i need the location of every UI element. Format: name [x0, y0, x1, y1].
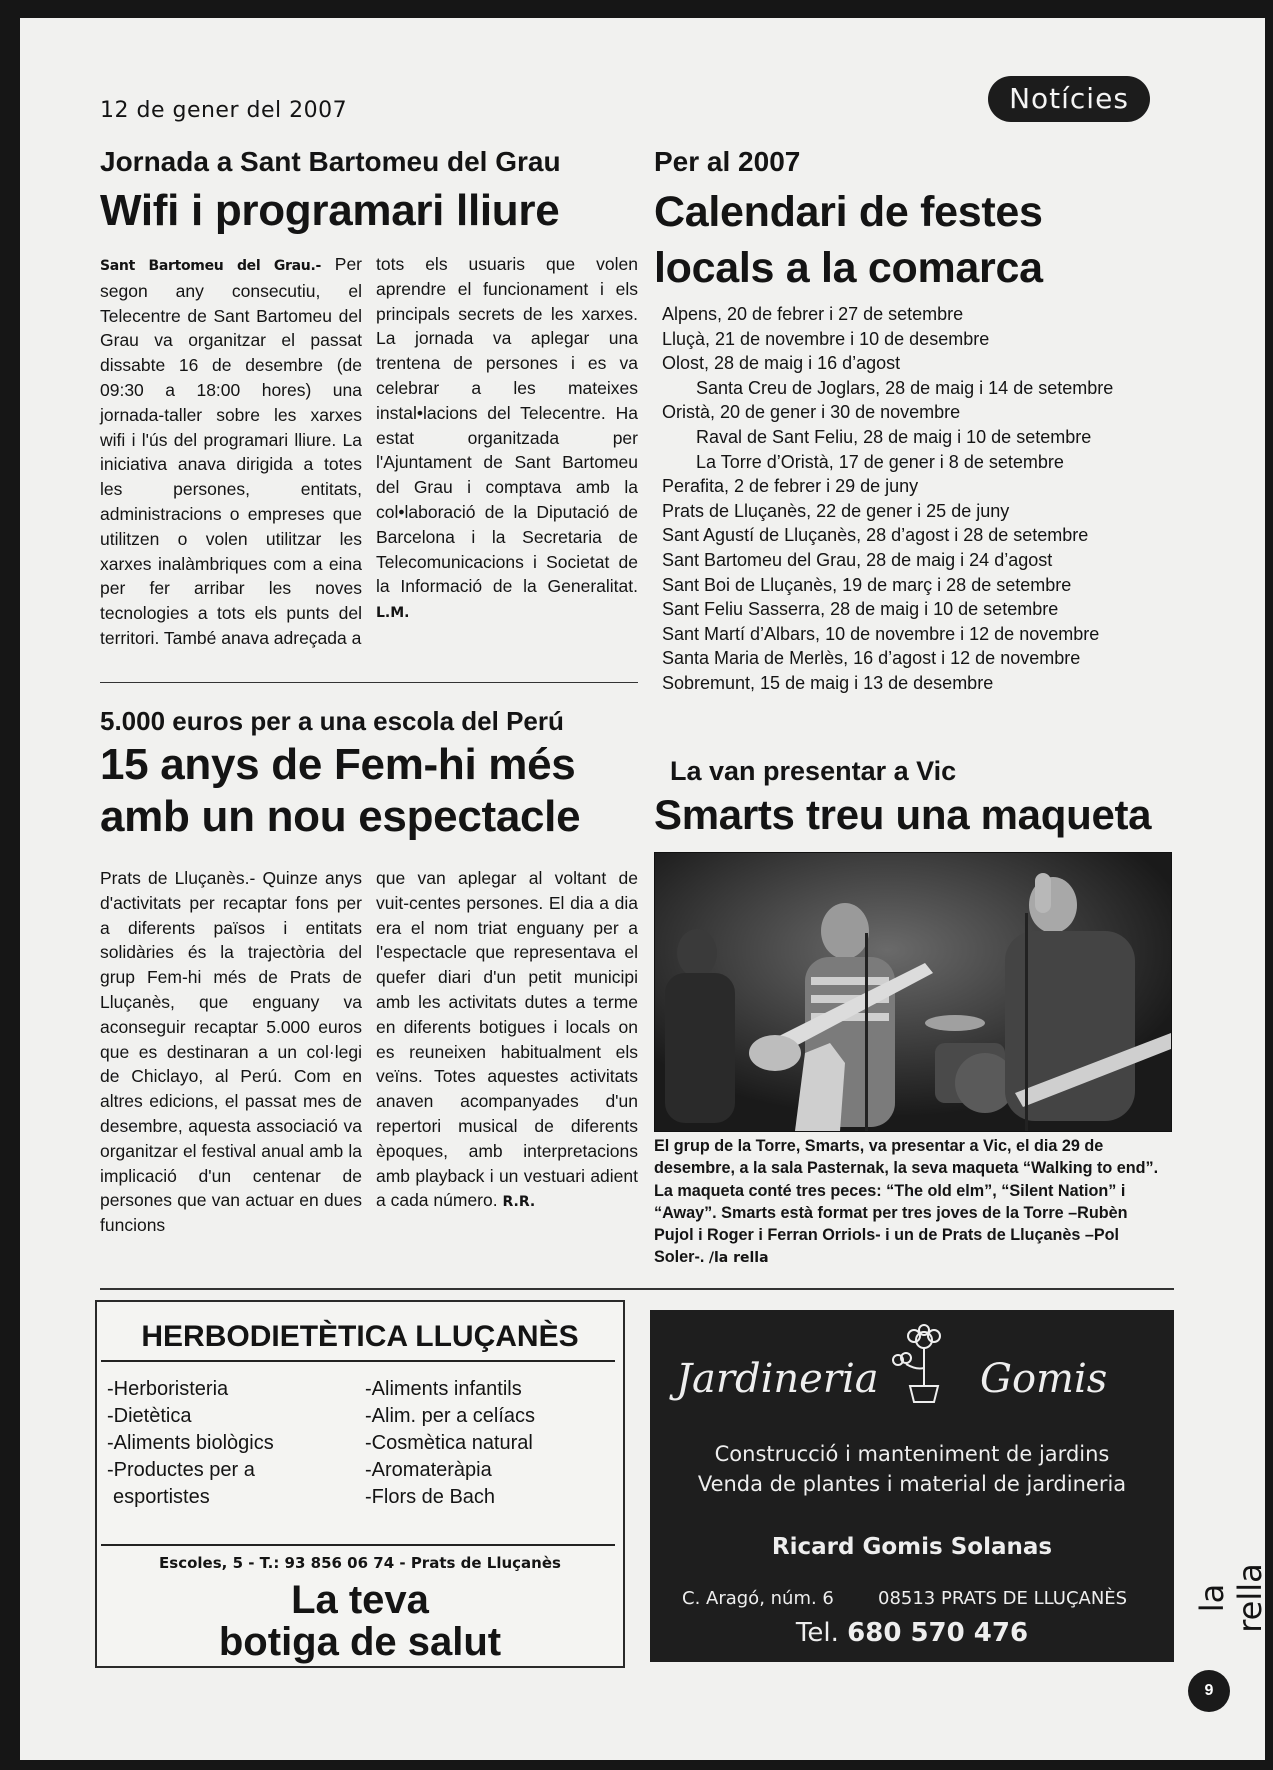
ad-gomis-owner: Ricard Gomis Solanas — [771, 1534, 1053, 1560]
femhi-column-2 — [376, 866, 638, 1215]
smarts-caption-text: El grup de la Torre, Smarts, va presentar a Vic, el dia 29 de desembre, a la sala Pasternak, la seva maqueta “Walking to end”. La maqueta conté tres peces: “The old elm”, “Silent Nation” i “Away”. Smarts està format per tres joves de la Torre –Rubèn Pujol i Roger i Ferran Orriols- i un de Prats de Lluçanès –Pol Soler-. — [654, 1137, 1159, 1267]
festes-list-item: Raval de Sant Feliu, 28 de maig i 10 de setembre — [696, 426, 1092, 447]
ad-gomis-tel-label: Tel. — [795, 1618, 839, 1648]
festes-list-item: Perafita, 2 de febrer i 29 de juny — [662, 476, 919, 497]
ad-herbo-list-item: -Aromateràpia — [365, 1459, 492, 1481]
smarts-signature: /la rella — [708, 1250, 769, 1267]
ad-gomis-line1: Construcció i manteniment de jardins — [714, 1442, 1110, 1466]
wifi-byline: Sant Bartomeu del Grau.- — [100, 258, 321, 274]
festes-headline: Calendari de festes locals a la comarca — [654, 188, 1043, 292]
issue-date: 12 de gener del 2007 — [100, 98, 348, 123]
femhi-kicker: 5.000 euros per a una escola del Perú — [100, 706, 564, 736]
magazine-name: la rella — [1193, 1563, 1269, 1633]
festes-list-item: Sobremunt, 15 de maig i 13 de desembre — [662, 672, 994, 693]
festes-list-item: Alpens, 20 de febrer i 27 de setembre — [662, 304, 964, 324]
festes-list-item: Olost, 28 de maig i 16 d’agost — [662, 353, 901, 374]
ad-gomis-line2: Venda de plantes i material de jardineria — [697, 1472, 1127, 1496]
ad-herbo-address: Escoles, 5 - T.: 93 856 06 74 - Prats de Lluçanès — [159, 1554, 561, 1572]
ad-herbo-list-left — [107, 1376, 274, 1511]
ad-herbo-list-item: -Cosmètica natural — [365, 1432, 533, 1454]
ad-herbo-list-item: -Herboristeria — [107, 1378, 229, 1400]
wifi-column-1 — [100, 252, 362, 651]
smarts-caption — [654, 1135, 1170, 1270]
band-photo — [654, 852, 1172, 1132]
ad-herbo-list-item: -Productes per a — [107, 1459, 255, 1481]
femhi-headline-line1: 15 anys de Fem-hi més — [100, 740, 576, 789]
festes-list-item: Sant Agustí de Lluçanès, 28 d’agost i 28 de setembre — [662, 525, 1089, 546]
newspaper-page — [20, 18, 1269, 1760]
ad-herbo-list-item: -Alim. per a celíacs — [365, 1405, 536, 1427]
festes-list-item: Lluçà, 21 de novembre i 10 de desembre — [662, 328, 990, 349]
ad-jardineria-gomis — [650, 1310, 1174, 1662]
ad-herbo-slogan-1: La teva — [291, 1578, 429, 1622]
festes-list-item: Sant Bartomeu del Grau, 28 de maig i 24 d’agost — [662, 549, 1053, 570]
ad-herbo-list-item: esportistes — [113, 1486, 210, 1508]
wifi-headline: Wifi i programari lliure — [100, 186, 560, 235]
ad-herbo-rule-top — [101, 1360, 615, 1362]
wifi-signature: L.M. — [376, 605, 410, 622]
femhi-column-1 — [100, 866, 362, 1238]
ads-divider — [100, 1288, 1174, 1290]
femhi-headline-line2: amb un nou espectacle — [100, 792, 581, 841]
wifi-column-2 — [376, 252, 638, 626]
festes-list-item: La Torre d’Oristà, 17 de gener i 8 de setembre — [696, 451, 1064, 472]
festes-list-item: Prats de Lluçanès, 22 de gener i 25 de juny — [662, 500, 1010, 521]
ad-herbo-list-right — [365, 1376, 535, 1511]
ad-herbo-list-item: -Dietètica — [107, 1405, 192, 1427]
ad-herbo-title: HERBODIETÈTICA LLUÇANÈS — [141, 1320, 579, 1353]
divider — [100, 682, 638, 683]
ad-gomis-phone — [650, 1618, 1174, 1648]
ad-gomis-tel-number: 680 570 476 — [847, 1618, 1029, 1648]
ad-gomis-brand-left: Jardineria — [676, 1356, 879, 1402]
ad-herbo-list-item: -Aliments biològics — [107, 1432, 274, 1454]
section-label: Notícies — [988, 76, 1150, 122]
femhi-body-2: que van aplegar al voltant de vuit-centes persones. El dia a dia era el nom triat enguany per a l'espectacle que representava el quefer diari d'un petit municipi amb les activitats dutes a terme en diferents botigues i locals on es reuneixen habitualment els veïns. Totes aquestes activitats anaven acompanyades d'un repertori musical de diferents èpoques, amb interpretacions amb playback i un vestuari adient a cada número. — [376, 868, 638, 1211]
page-number: 9 — [1188, 1670, 1230, 1712]
festes-list-item: Oristà, 20 de gener i 30 de novembre — [662, 402, 961, 423]
festes-list-item: Sant Martí d’Albars, 10 de novembre i 12 de novembre — [662, 623, 1100, 644]
festes-list-item: Sant Boi de Lluçanès, 19 de març i 28 de setembre — [662, 574, 1072, 595]
ad-gomis-town: 08513 PRATS DE LLUÇANÈS — [878, 1588, 1128, 1609]
smarts-kicker: La van presentar a Vic — [670, 756, 957, 786]
ad-herbo-list-item: -Flors de Bach — [365, 1486, 496, 1508]
wifi-body-2: tots els usuaris que volen aprendre el funcionament i els principals secrets de les xarxes. La jornada va aplegar una trentena de persones i es va celebrar a les mateixes instal•lacions del Telecentre. Ha estat organitzada per l'Ajuntament de Sant Bartomeu del Grau i comptava amb la col•laboració de la Diputació de Barcelona i la Secretaria de Telecomunicacions i Societat de la Informació de la Generalitat. — [376, 254, 638, 597]
flower-pot-icon — [886, 1324, 962, 1408]
ad-gomis-street: C. Aragó, núm. 6 — [682, 1588, 834, 1609]
smarts-headline: Smarts treu una maqueta — [654, 791, 1152, 838]
ad-gomis-brand-right: Gomis — [980, 1356, 1108, 1402]
festes-list-item: Santa Maria de Merlès, 16 d’agost i 12 de novembre — [662, 648, 1081, 669]
femhi-body-1: Prats de Lluçanès.- Quinze anys d'activitats per recaptar fons per a diferents països i entitats solidàries és la trajectòria del grup Fem-hi més de Prats de Lluçanès, que enguany va aconseguir recaptar 5.000 euros que es destinaran a un col·legi de Chiclayo, al Perú. Com en altres edicions, el passat mes de desembre, aquesta associació va organitzar el festival anual amb la implicació d'un centenar de persones que van actuar en dues funcions — [100, 868, 362, 1236]
festes-list-item: Santa Creu de Joglars, 28 de maig i 14 de setembre — [696, 377, 1114, 398]
festes-kicker: Per al 2007 — [654, 146, 801, 177]
ad-herbodietetica — [95, 1300, 625, 1668]
wifi-kicker: Jornada a Sant Bartomeu del Grau — [100, 146, 561, 177]
femhi-signature: R.R. — [502, 1194, 536, 1211]
festes-list — [662, 302, 1182, 696]
ad-herbo-rule-bottom — [101, 1544, 615, 1546]
ad-herbo-slogan-2: botiga de salut — [218, 1620, 502, 1664]
ad-herbo-list-item: -Aliments infantils — [365, 1378, 522, 1400]
festes-list-item: Sant Feliu Sasserra, 28 de maig i 10 de setembre — [662, 599, 1059, 620]
band-photo-image — [655, 853, 1171, 1131]
wifi-body-1: Per segon any consecutiu, el Telecentre de Sant Bartomeu del Grau va organitzar el passat dissabte 16 de desembre (de 09:30 a 18:00 hores) una jornada-taller sobre les xarxes wifi i l'ús del programari lliure. La iniciativa anava dirigida a totes les persones, entitats, administracions o empreses que utilitzen o volen utilitzar les xarxes inalàmbriques com a eina per fer arribar les noves tecnologies a tots els punts del territori. També anava adreçada a — [100, 254, 362, 648]
